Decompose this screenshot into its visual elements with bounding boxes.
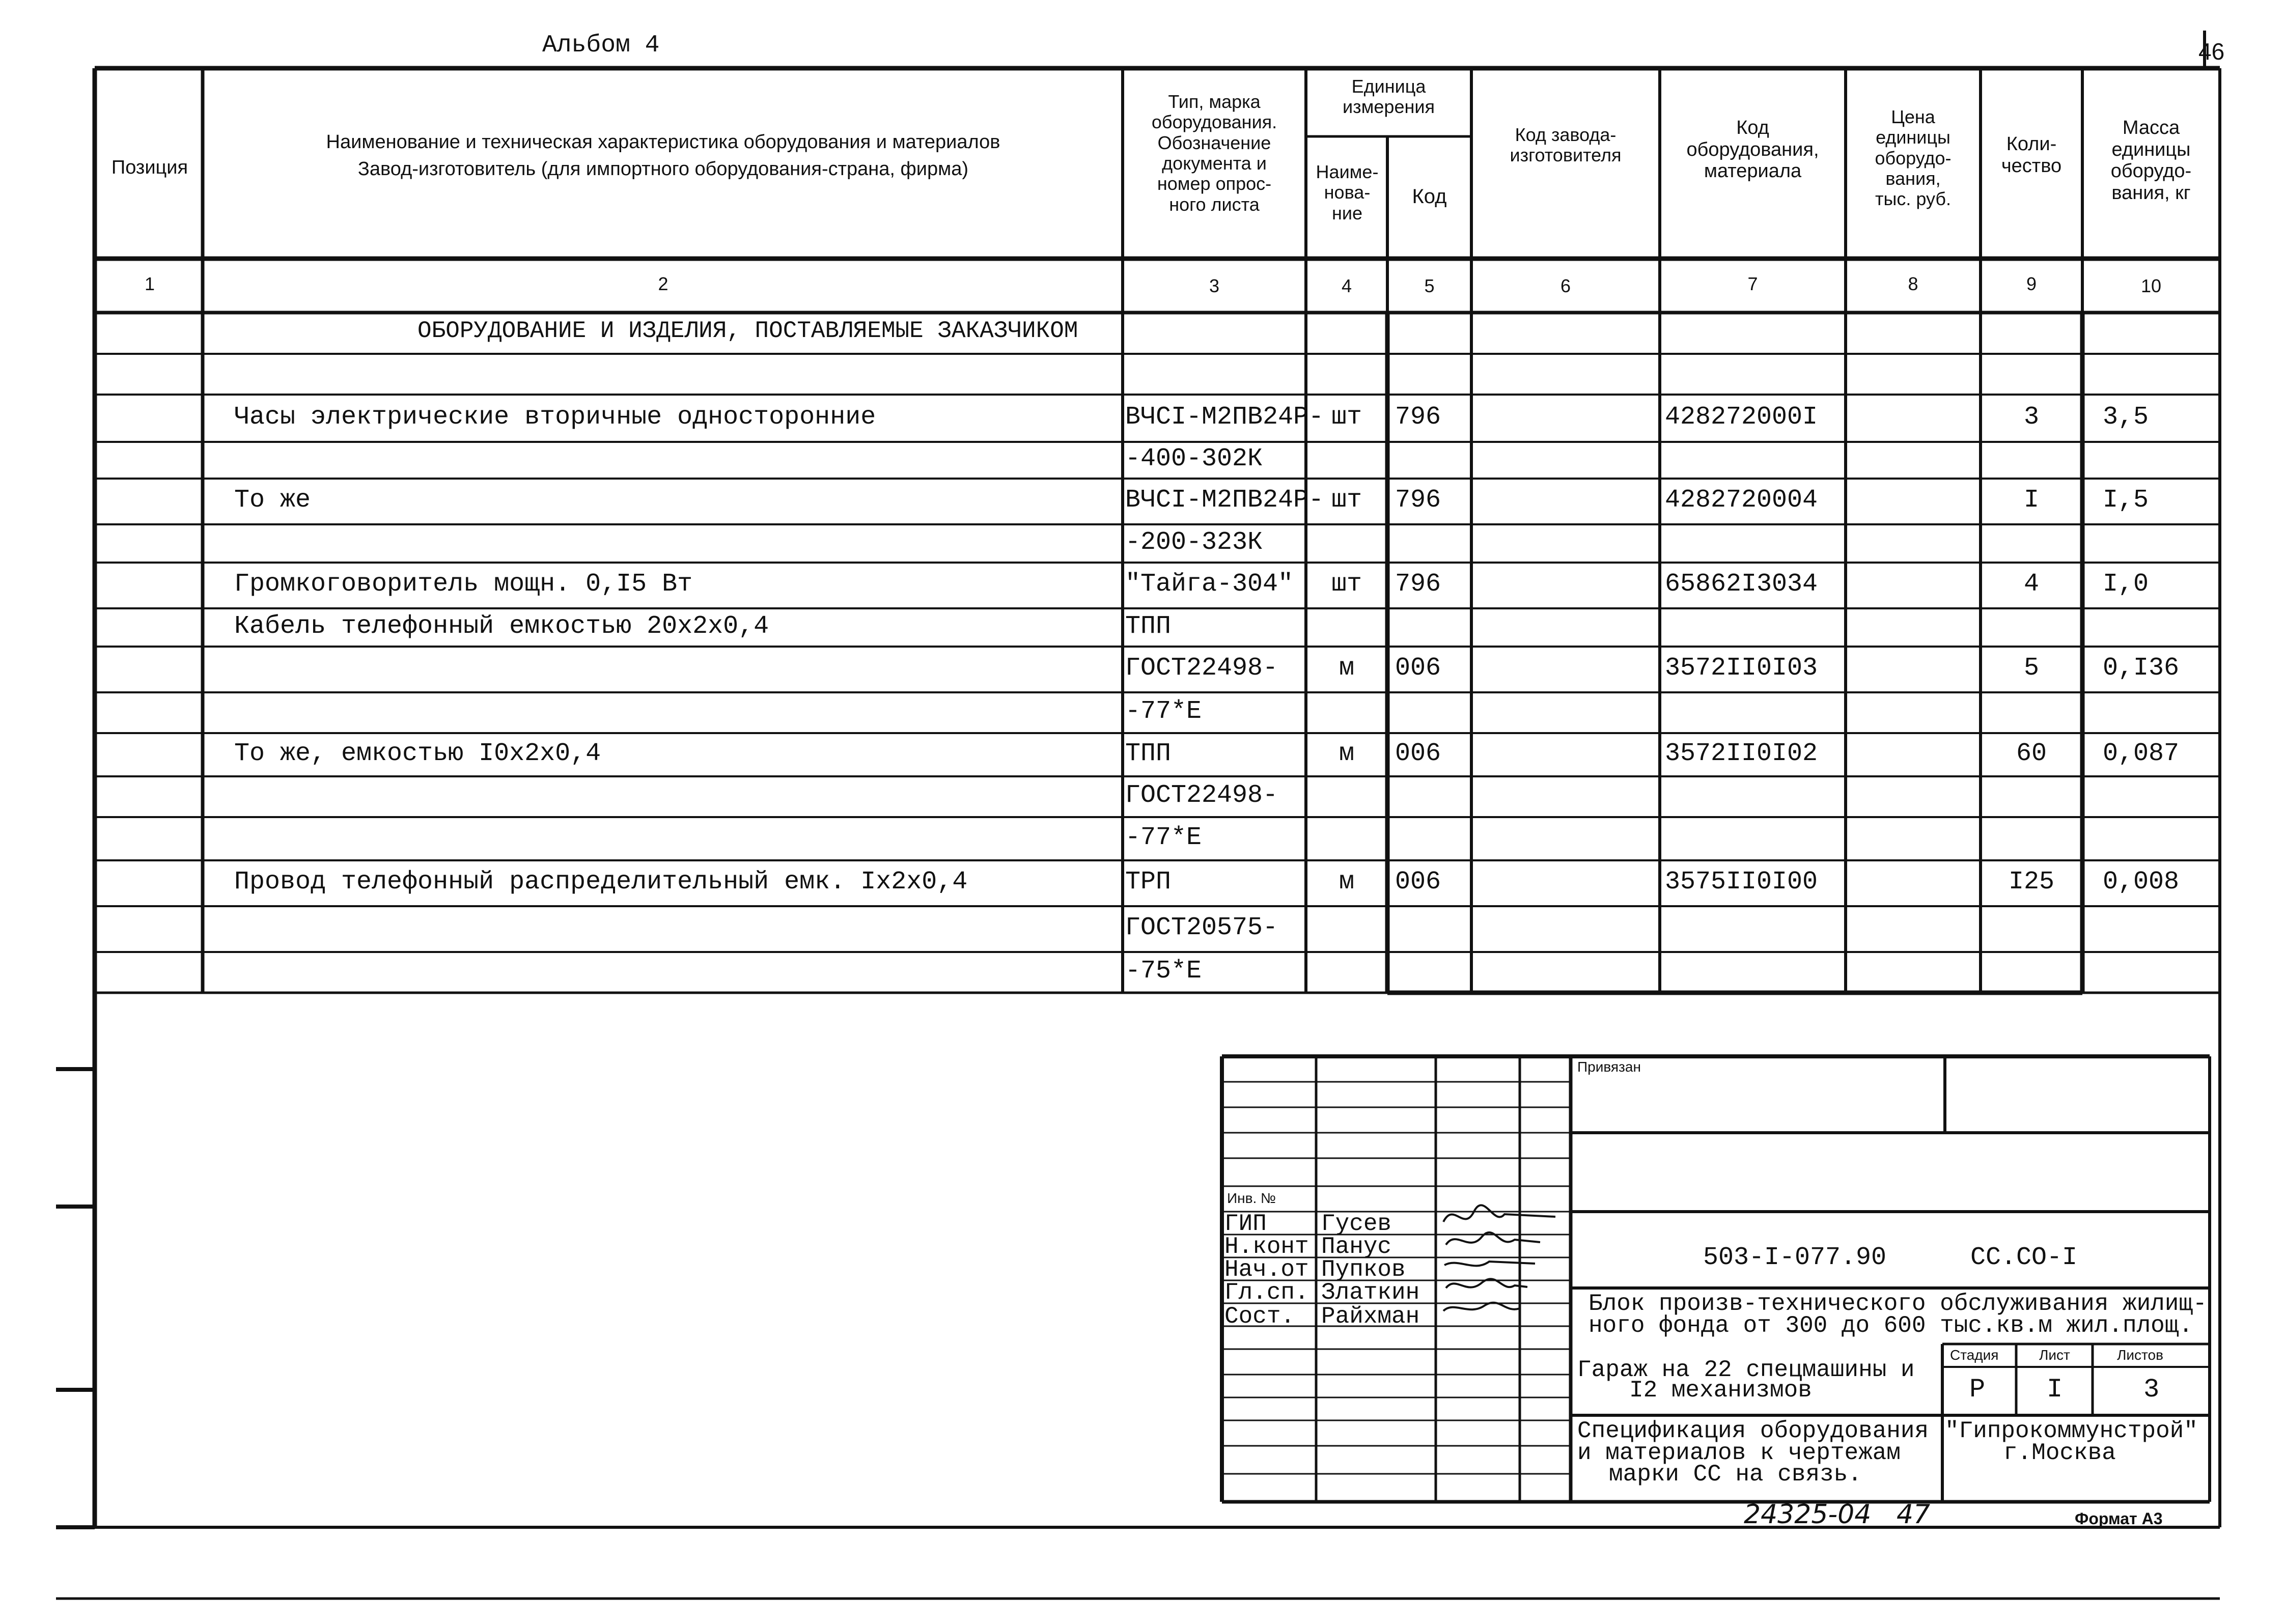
archive-stamp: 24325-04 47: [1744, 1499, 1931, 1530]
staff-role: Нач.от: [1224, 1256, 1309, 1283]
sheet-value: I: [2047, 1375, 2063, 1405]
cell-type: ГОСТ20575-: [1125, 913, 1278, 942]
col-header-unit-group: [1306, 76, 1471, 118]
col-header-quantity: [1981, 133, 2082, 177]
cell-mass: 3,5: [2103, 402, 2149, 432]
table-row: [0, 524, 2285, 563]
col-header-mass: [2082, 117, 2220, 204]
sheets-label: Листов: [2117, 1347, 2163, 1363]
cell-type: "Тайга-304": [1125, 570, 1294, 599]
section-title: ОБОРУДОВАНИЕ И ИЗДЕЛИЯ, ПОСТАВЛЯЕМЫЕ ЗАКАЗЧИКОМ: [417, 318, 1078, 344]
col-header-type-line: документа и: [1162, 152, 1267, 174]
cell-unit: шт: [1331, 486, 1362, 515]
cell-material-code: 65862I3034: [1665, 570, 1818, 599]
table-row: [0, 906, 2285, 952]
col-header-type-line: Тип, марка: [1168, 91, 1261, 112]
col-header-quantity-line: чество: [2001, 155, 2062, 177]
table-row: [0, 442, 2285, 479]
col-header-factory-line: Код завода-: [1515, 124, 1617, 145]
table-row: [0, 817, 2285, 860]
signatures: [1438, 1201, 1566, 1334]
table-row: [0, 479, 2285, 524]
inv-no-label: Инв. №: [1227, 1190, 1276, 1206]
cell-unit: шт: [1331, 402, 1362, 432]
col-number: 5: [1424, 275, 1435, 296]
cell-type: ТПП: [1125, 611, 1172, 641]
org-city: г.Москва: [2003, 1440, 2116, 1466]
col-header-factory-line: изготовителя: [1510, 145, 1622, 166]
cell-name: То же, емкостью I0х2х0,4: [234, 739, 601, 768]
cell-type: ГОСТ22498-: [1125, 654, 1278, 683]
col-header-factory-code: [1471, 125, 1660, 166]
cell-quantity: I25: [2008, 867, 2054, 897]
cell-mass: I,5: [2103, 486, 2149, 515]
table-row: [0, 395, 2285, 442]
col-header-price: [1846, 107, 1981, 210]
cell-name: Провод телефонный распределительный емк. Iх2х0,4: [234, 867, 968, 897]
staff-name: Гусев: [1321, 1211, 1392, 1237]
cell-material-code: 4282720004: [1665, 486, 1818, 515]
col-number: 6: [1560, 275, 1571, 296]
title-line2: и материалов к чертежам: [1577, 1440, 1901, 1466]
object-line1: Блок произв-технического обслуживания жилищ-: [1589, 1291, 2207, 1317]
cell-material-code: 3575II0I00: [1665, 867, 1818, 897]
sheet-number: 46: [2198, 38, 2225, 65]
doc-code: СС.СО-I: [1970, 1243, 2078, 1272]
col-header-material-code: [1660, 117, 1846, 182]
sheet-label: Лист: [2039, 1347, 2070, 1363]
col-header-unit-code: Код: [1412, 185, 1447, 208]
col-number: 7: [1747, 273, 1758, 294]
sheets-value: 3: [2143, 1375, 2160, 1405]
cell-name: Часы электрические вторичные односторонние: [234, 402, 876, 432]
col-number: 8: [1908, 273, 1918, 294]
cell-type: ТПП: [1125, 739, 1172, 768]
cell-unit-code: 796: [1395, 486, 1441, 515]
cell-type: ГОСТ22498-: [1125, 781, 1278, 810]
cell-unit: шт: [1331, 570, 1362, 599]
table-row: [0, 608, 2285, 647]
cell-type: -400-302К: [1125, 444, 1263, 473]
staff-name: Райхман: [1321, 1303, 1420, 1330]
cell-unit-code: 006: [1395, 867, 1441, 897]
col-header-mass-line: единицы: [2111, 138, 2191, 160]
col-header-material-line: материала: [1704, 160, 1802, 182]
col-header-unit-line: Единица: [1351, 76, 1426, 97]
cell-name: Громкоговоритель мощн. 0,I5 Вт: [234, 570, 693, 599]
col-header-type-line: оборудования.: [1151, 111, 1277, 133]
title-line3: марки СС на связь.: [1609, 1461, 1862, 1488]
col-header-quantity-line: Коли-: [2006, 133, 2057, 155]
staff-name: Панус: [1321, 1234, 1392, 1260]
col-header-price-line: единицы: [1876, 127, 1950, 148]
col-number: 1: [144, 273, 155, 294]
cell-unit-code: 006: [1395, 654, 1441, 683]
staff-name: Пупков: [1321, 1256, 1406, 1283]
col-number: 10: [2140, 275, 2162, 296]
album-label: Альбом 4: [542, 32, 660, 59]
col-header-price-line: Цена: [1891, 106, 1935, 127]
table-row: [0, 860, 2285, 906]
cell-unit-code: 796: [1395, 402, 1441, 432]
cell-quantity: 3: [2023, 402, 2039, 432]
cell-unit-code: 006: [1395, 739, 1441, 768]
project-code: 503-I-077.90: [1703, 1243, 1887, 1272]
col-header-type: [1123, 92, 1306, 215]
col-header-unit-name: [1307, 162, 1387, 223]
stage-label: Стадия: [1950, 1347, 1999, 1363]
col-header-unit-name-line: Наиме-: [1316, 161, 1379, 182]
building-line2: I2 механизмов: [1629, 1377, 1812, 1404]
cell-quantity: 5: [2023, 654, 2039, 683]
cell-type: ТРП: [1125, 867, 1172, 897]
col-number: 9: [2026, 273, 2037, 294]
staff-role: ГИП: [1224, 1211, 1267, 1237]
table-row: [0, 692, 2285, 733]
col-header-unit-name-line: ние: [1331, 202, 1362, 223]
col-header-position: Позиция: [111, 157, 188, 178]
cell-quantity: 60: [2016, 739, 2047, 768]
col-header-price-line: вания,: [1885, 167, 1941, 189]
col-number: 2: [658, 273, 668, 294]
building-line1: Гараж на 22 спецмашины и: [1577, 1357, 1915, 1383]
col-header-mass-line: Масса: [2122, 117, 2180, 138]
table-row: [0, 952, 2285, 993]
cell-material-code: 3572II0I02: [1665, 739, 1818, 768]
cell-name: То же: [234, 486, 311, 515]
cell-type: -77*Е: [1125, 697, 1202, 726]
cell-type: ВЧСI-М2ПВ24Р-: [1125, 486, 1324, 515]
privyazan-label: Привязан: [1577, 1059, 1641, 1075]
table-row: [0, 733, 2285, 776]
org-name: "Гипрокоммунстрой": [1945, 1418, 2198, 1444]
cell-mass: 0,087: [2103, 739, 2180, 768]
object-line2: ного фонда от 300 до 600 тыс.кв.м жил.площ.: [1589, 1312, 2193, 1339]
format-label: Формат А3: [2075, 1509, 2163, 1528]
cell-type: -77*Е: [1125, 823, 1202, 852]
cell-unit: м: [1339, 654, 1354, 683]
cell-name: Кабель телефонный емкостью 20х2х0,4: [234, 611, 769, 641]
stage-value: Р: [1969, 1375, 1986, 1405]
col-header-mass-line: вания, кг: [2111, 182, 2191, 204]
col-header-type-line: Обозначение: [1157, 132, 1271, 153]
staff-role: Гл.сп.: [1224, 1279, 1309, 1306]
table-row: [0, 563, 2285, 608]
col-header-material-line: Код: [1736, 117, 1769, 138]
cell-type: -200-323К: [1125, 527, 1263, 557]
cell-unit-code: 796: [1395, 570, 1441, 599]
table-row: [0, 647, 2285, 692]
col-header-material-line: оборудования,: [1686, 138, 1819, 160]
table-row: [0, 776, 2285, 817]
cell-quantity: I: [2023, 486, 2039, 515]
title-line1: Спецификация оборудования: [1577, 1418, 1929, 1444]
cell-mass: 0,I36: [2103, 654, 2180, 683]
cell-unit: м: [1339, 739, 1354, 768]
col-header-name-line2: Завод-изготовитель (для импортного оборудования-страна, фирма): [357, 158, 969, 180]
staff-role: Сост.: [1224, 1303, 1295, 1330]
col-number: 3: [1209, 275, 1220, 296]
col-header-price-line: оборудо-: [1875, 147, 1952, 169]
col-header-name-line1: Наименование и техническая характеристика оборудования и материалов: [326, 131, 1000, 153]
cell-mass: I,0: [2103, 570, 2149, 599]
col-number: 4: [1341, 275, 1352, 296]
table-row: [0, 354, 2285, 395]
col-header-name: [204, 131, 1123, 180]
col-header-type-line: номер опрос-: [1157, 173, 1272, 194]
col-header-type-line: ного листа: [1169, 193, 1260, 215]
staff-name: Златкин: [1321, 1279, 1420, 1306]
col-header-price-line: тыс. руб.: [1875, 188, 1951, 210]
col-header-unit-line: измерения: [1343, 96, 1435, 118]
cell-type: ВЧСI-М2ПВ24Р-: [1125, 402, 1324, 432]
cell-mass: 0,008: [2103, 867, 2180, 897]
cell-material-code: 428272000I: [1665, 402, 1818, 432]
staff-role: Н.конт: [1224, 1234, 1309, 1260]
cell-unit: м: [1339, 867, 1354, 897]
cell-material-code: 3572II0I03: [1665, 654, 1818, 683]
col-header-unit-name-line: нова-: [1324, 182, 1371, 203]
cell-quantity: 4: [2023, 570, 2039, 599]
cell-type: -75*Е: [1125, 957, 1202, 986]
col-header-mass-line: оборудо-: [2110, 160, 2192, 182]
